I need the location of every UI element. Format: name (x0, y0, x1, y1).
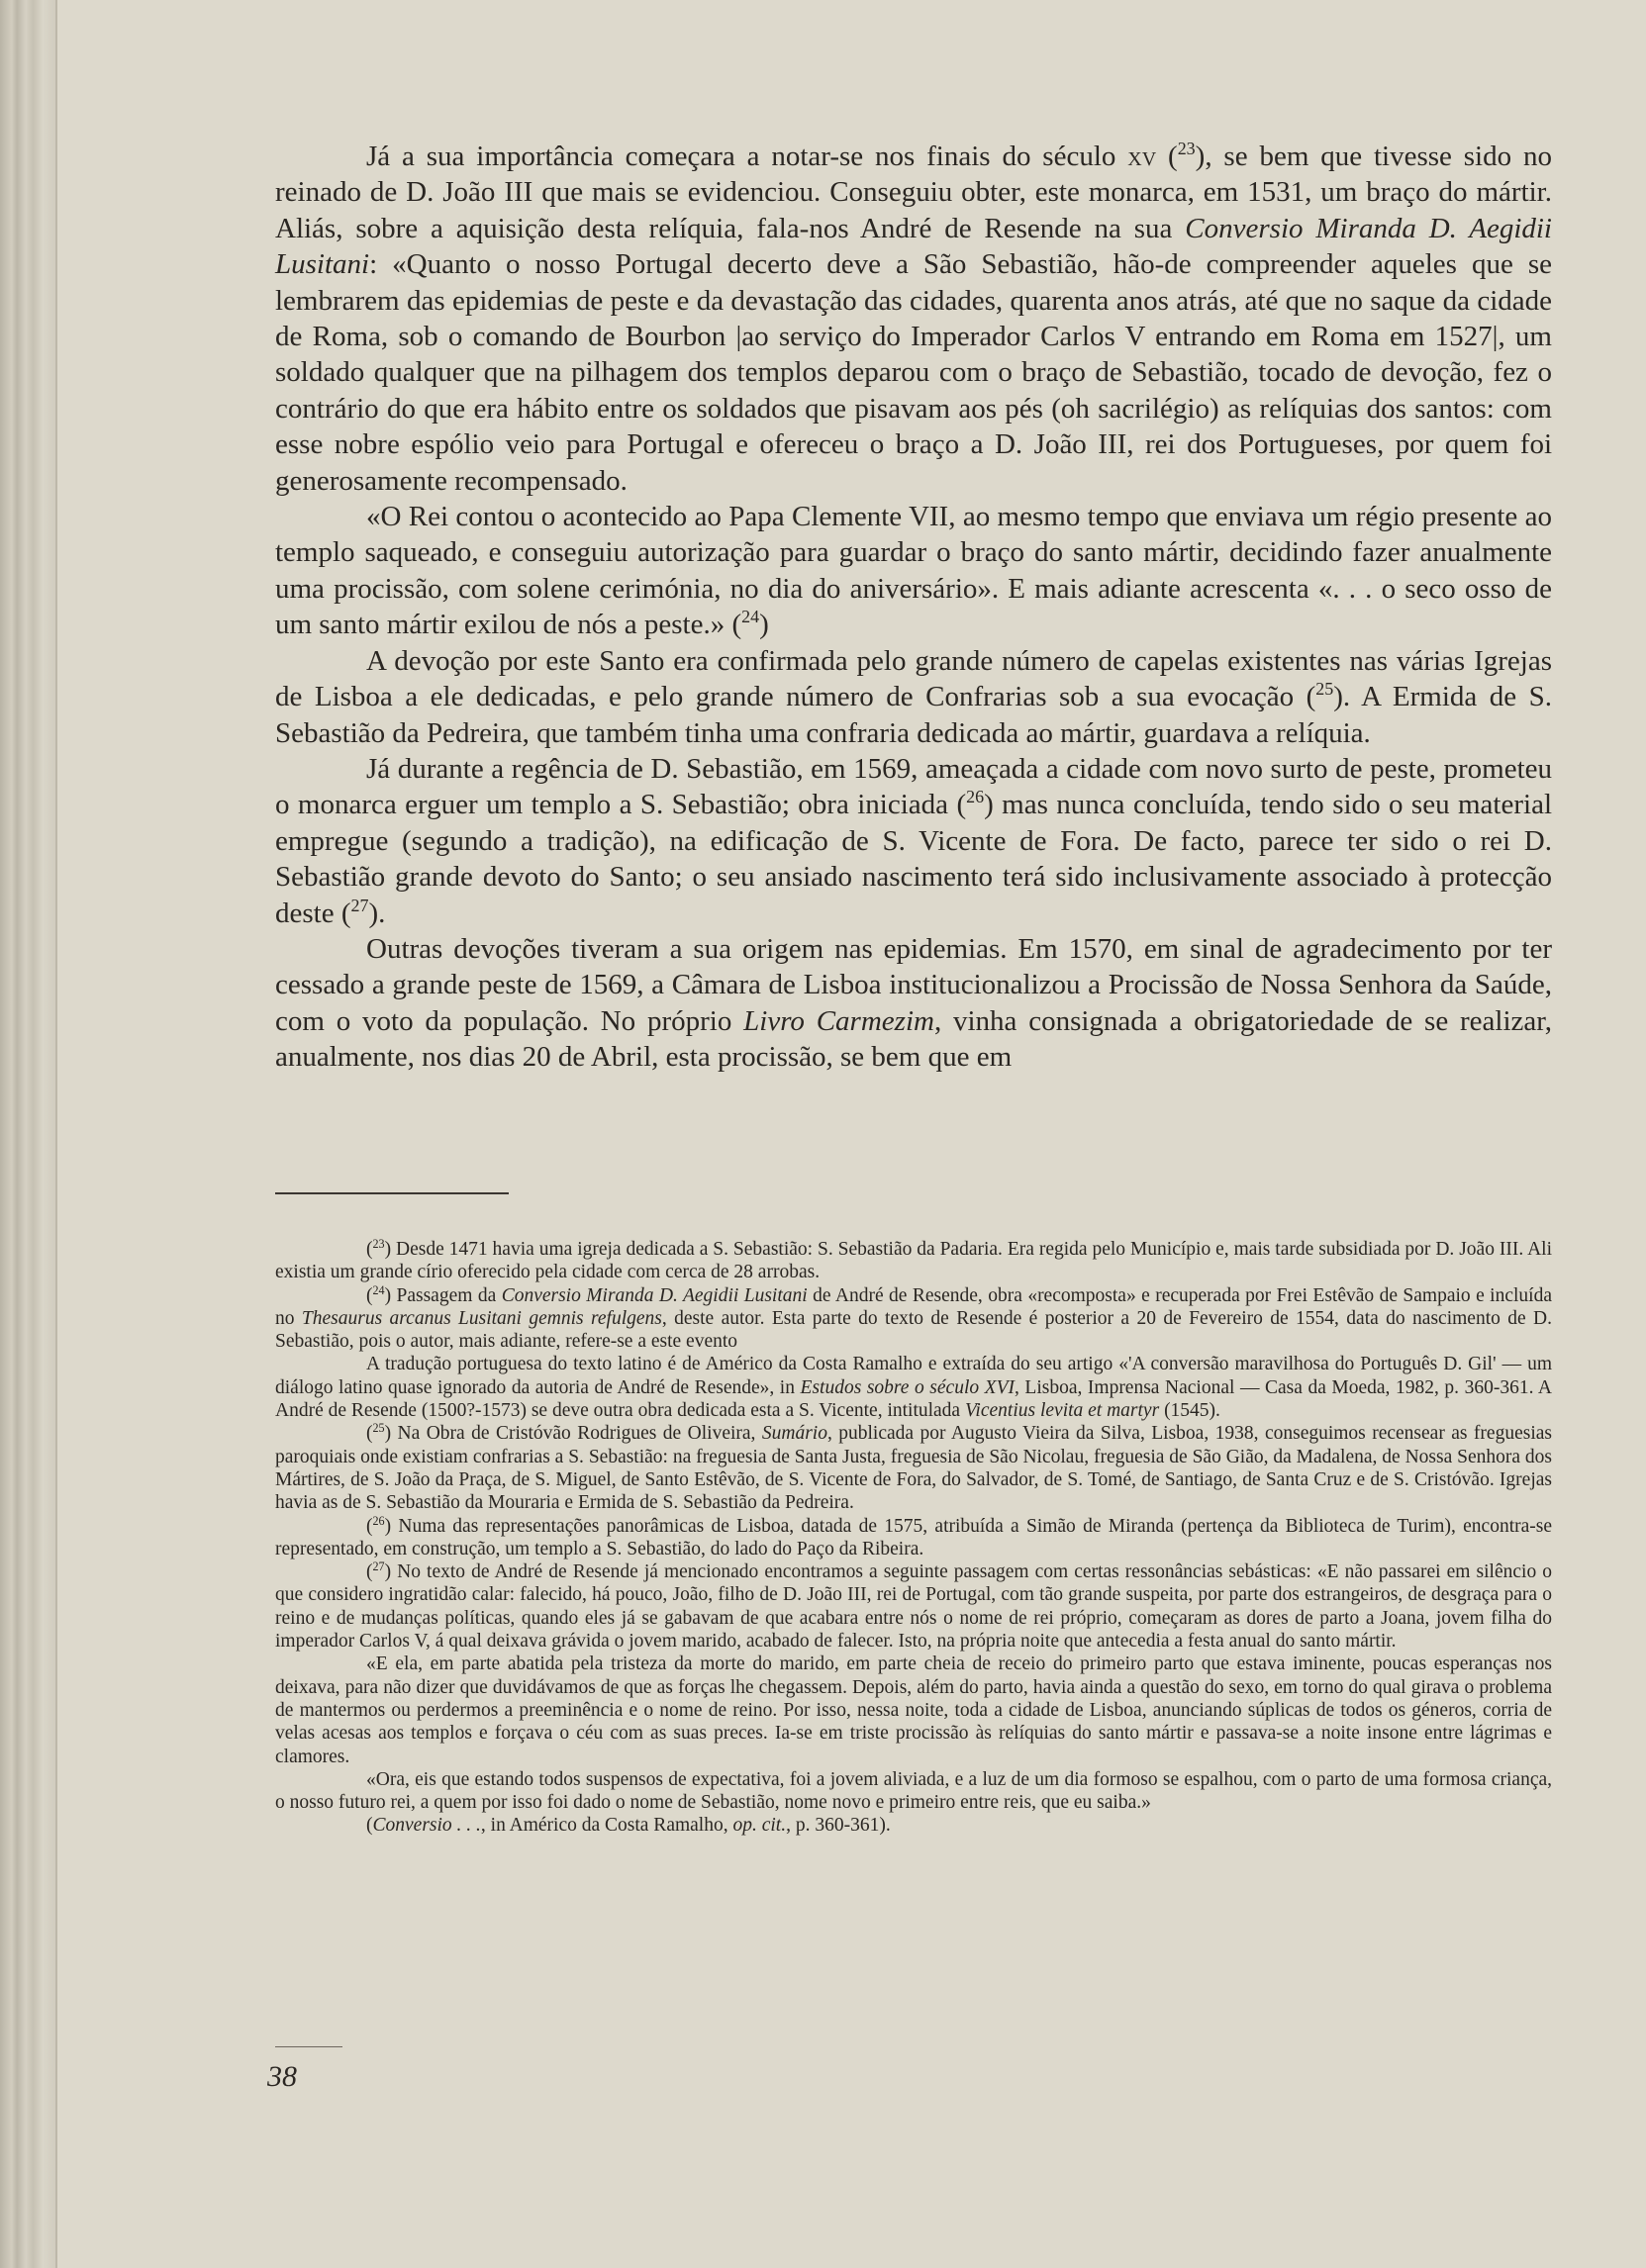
footnotes (275, 1238, 1552, 1838)
paragraph: A devoção por este Santo era confirmada pelo grande número de capelas existentes nas várias Igrejas de Lisboa a ele dedicadas, e pelo grande número de Confrarias sob a sua evocação ($^{25}$). A Ermida de S. Sebastião da Pedreira, que também tinha uma confraria dedicada ao mártir, guardava a relíquia. (275, 644, 1552, 749)
paragraph: Já durante a regência de D. Sebastião, em 1569, ameaçada a cidade com novo surto de peste, prometeu o monarca erguer um templo a S. Sebastião; obra iniciada ($^{26}$) mas nunca concluída, tendo sido o seu material empregue (segundo a tradição), na edificação de S. Vicente de Fora. De facto, parece ter sido o rei D. Sebastião grande devoto do Santo; o seu ansiado nascimento terá sido inclusivamente associado à protecção deste ($^{27}$). (275, 752, 1552, 929)
footnote-27-continued: «Ora, eis que estando todos suspensos de expectativa, foi a jovem aliviada, e a luz de um dia formoso se espalhou, com o parto de uma formosa criança, o nosso futuro rei, a quem por isso foi dado o nome de Sebastião, nome novo e primeiro entre reis, que eu saiba.» (275, 1768, 1552, 1814)
footnote-26: ($^{26}$) Numa das representações panorâmicas de Lisboa, datada de 1575, atribuída a Simão de Miranda (pertença da Biblioteca de Turim), encontra-se representado, em construção, um templo a S. Sebastião, do lado do Paço da Ribeira. (275, 1513, 1552, 1559)
footnote-ref: 24 (741, 607, 760, 627)
footnote-ref: 25 (1315, 679, 1334, 700)
paragraph: Já a sua importância começara a notar-se nos finais do século xv ($^{23}$), se bem que tivesse sido no reinado de D. João III que mais se evidenciou. Conseguiu obter, este monarca, em 1531, um braço do mártir. Aliás, sobre a aquisição desta relíquia, fala-nos André de Resende na sua Conversio Miranda D. Aegidii Lusitani: «Quanto o nosso Portugal decerto deve a São Sebastião, hão-de compreender aqueles que se lembrarem das epidemias de peste e da devastação das cidades, quarenta anos atrás, até que no saque da cidade de Roma, sob o comando de Bourbon |ao serviço do Imperador Carlos V entrando em Roma em 1527|, um soldado qualquer que na pilhagem dos templos deparou com o braço de Sebastião, tocado de devoção, fez o contrário do que era hábito entre os soldados que pisavam aos pés (oh sacrilégio) as relíquias dos santos: com esse nobre espólio veio para Portugal e ofereceu o braço a D. João III, rei dos Portugueses, por quem foi generosamente recompensado. (275, 139, 1552, 497)
work-title: Livro Carmezim (743, 1004, 934, 1037)
footnote-27: ($^{27}$) No texto de André de Resende já mencionado encontramos a seguinte passagem com certas ressonâncias sebásticas: «E não passarei em silêncio o que considero ingratidão calar: falecido, há pouco, João, filho de D. João III, rei de Portugal, com tão grande suspeita, por parte dos estrangeiros, de desgraça para o reino e de mudanças políticas, quando eles já se gabavam de que acabara entre nós o nome de rei próprio, começaram as dores de parto a Joana, jovem filha do imperador Carlos V, á qual deixava grávida o jovem marido, acabado de falecer. Isto, na própria noite que antecedia a festa anual do santo mártir. (275, 1559, 1552, 1653)
paragraph: «O Rei contou o acontecido ao Papa Clemente VII, ao mesmo tempo que enviava um régio presente ao templo saqueado, e conseguiu autorização para guardar o braço do santo mártir, decidindo fazer anualmente uma procissão, com solene cerimónia, no dia do aniversário». E mais adiante acrescenta «. . . o seco osso de um santo mártir exilou de nós a peste.» ($^{24}$) (275, 501, 1552, 641)
book-gutter (0, 0, 57, 2268)
footnote-27-continued: «E ela, em parte abatida pela tristeza da morte do marido, em parte cheia de receio do primeiro parto que estava iminente, poucas esperanças nos deixava, para não dizer que duvidávamos de que as forças lhe chegassem. Depois, além do parto, havia ainda a questão do sexo, em torno do qual girava o problema de mantermos ou perdermos a preeminência e o nome de reino. Por isso, nessa noite, toda a cidade de Lisboa, anunciando súplicas de todos os géneros, corria de velas acesas aos templos e forçava o céu com as suas preces. Ia-se em triste procissão às relíquias do santo mártir e passava-se a noite insone entre lágrimas e clamores. (275, 1654, 1552, 1767)
closing-rule (275, 2046, 342, 2047)
footnote-24: ($^{24}$) Passagem da Conversio Miranda D. Aegidii Lusitani de André de Resende, obra «recomposta» e recuperada por Frei Estêvão de Sampaio e incluída no Thesaurus arcanus Lusitani gemnis refulgens, deste autor. Esta parte do texto de Resende é posterior a 20 de Fevereiro de 1554, data do nascimento de D. Sebastião, pois o autor, mais adiante, refere-se a este evento (275, 1282, 1553, 1353)
footnote-ref: 26 (966, 787, 985, 807)
footnote-27-citation: (Conversio . . ., in Américo da Costa Ramalho, op. cit., p. 360-361). (366, 1815, 891, 1837)
footnote-ref: 27 (350, 895, 369, 915)
work-title: Conversio Miranda D. Aegidii Lusitani (275, 212, 1552, 281)
footnote-23: ($^{23}$) Desde 1471 havia uma igreja dedicada a S. Sebastião: S. Sebastião da Padaria. Era regida pelo Município e, mais tarde subsidiada por D. João III. Ali existia um grande círio oferecido pela cidade com cerca de 28 arrobas. (275, 1236, 1552, 1283)
body-text (275, 139, 1552, 1076)
paragraph: Outras devoções tiveram a sua origem nas epidemias. Em 1570, em sinal de agradecimento por ter cessado a grande peste de 1569, a Câmara de Lisboa institucionalizou a Procissão de Nossa Senhora da Saúde, com o voto da população. No próprio Livro Carmezim, vinha consignada a obrigatoriedade de se realizar, anualmente, nos dias 20 de Abril, esta procissão, se bem que em (275, 932, 1553, 1074)
footnote-ref: 23 (1177, 139, 1196, 159)
page-number: 38 (267, 2060, 297, 2093)
footnote-24-continued: A tradução portuguesa do texto latino é de Américo da Costa Ramalho e extraída do seu artigo «'A conversão maravilhosa do Português D. Gil' — um diálogo latino quase ignorado da autoria de André de Resende», in Estudos sobre o século XVI, Lisboa, Imprensa Nacional — Casa da Moeda, 1982, p. 360-361. A André de Resende (1500?-1573) se deve outra obra dedicada esta a S. Vicente, intitulada Vicentius levita et martyr (1545). (275, 1354, 1553, 1422)
footnote-separator (275, 1192, 509, 1194)
footnote-25: ($^{25}$) Na Obra de Cristóvão Rodrigues de Oliveira, Sumário, publicada por Augusto Vieira da Silva, Lisboa, 1938, conseguimos recensear as freguesias paroquiais onde existiam confrarias a S. Sebastião: na freguesia de Santa Justa, freguesia de São Nicolau, freguesia de São Gião, da Madalena, de Nossa Senhora dos Mártires, de S. João da Praça, de S. Miguel, de Santo Estêvão, de S. Vicente de Fora, do Salvador, de S. Tomé, de Santiago, de Santa Cruz e de S. Cristóvão. Igrejas havia as de S. Sebastião da Mouraria e Ermida de S. Sebastião da Pedreira. (275, 1421, 1552, 1514)
